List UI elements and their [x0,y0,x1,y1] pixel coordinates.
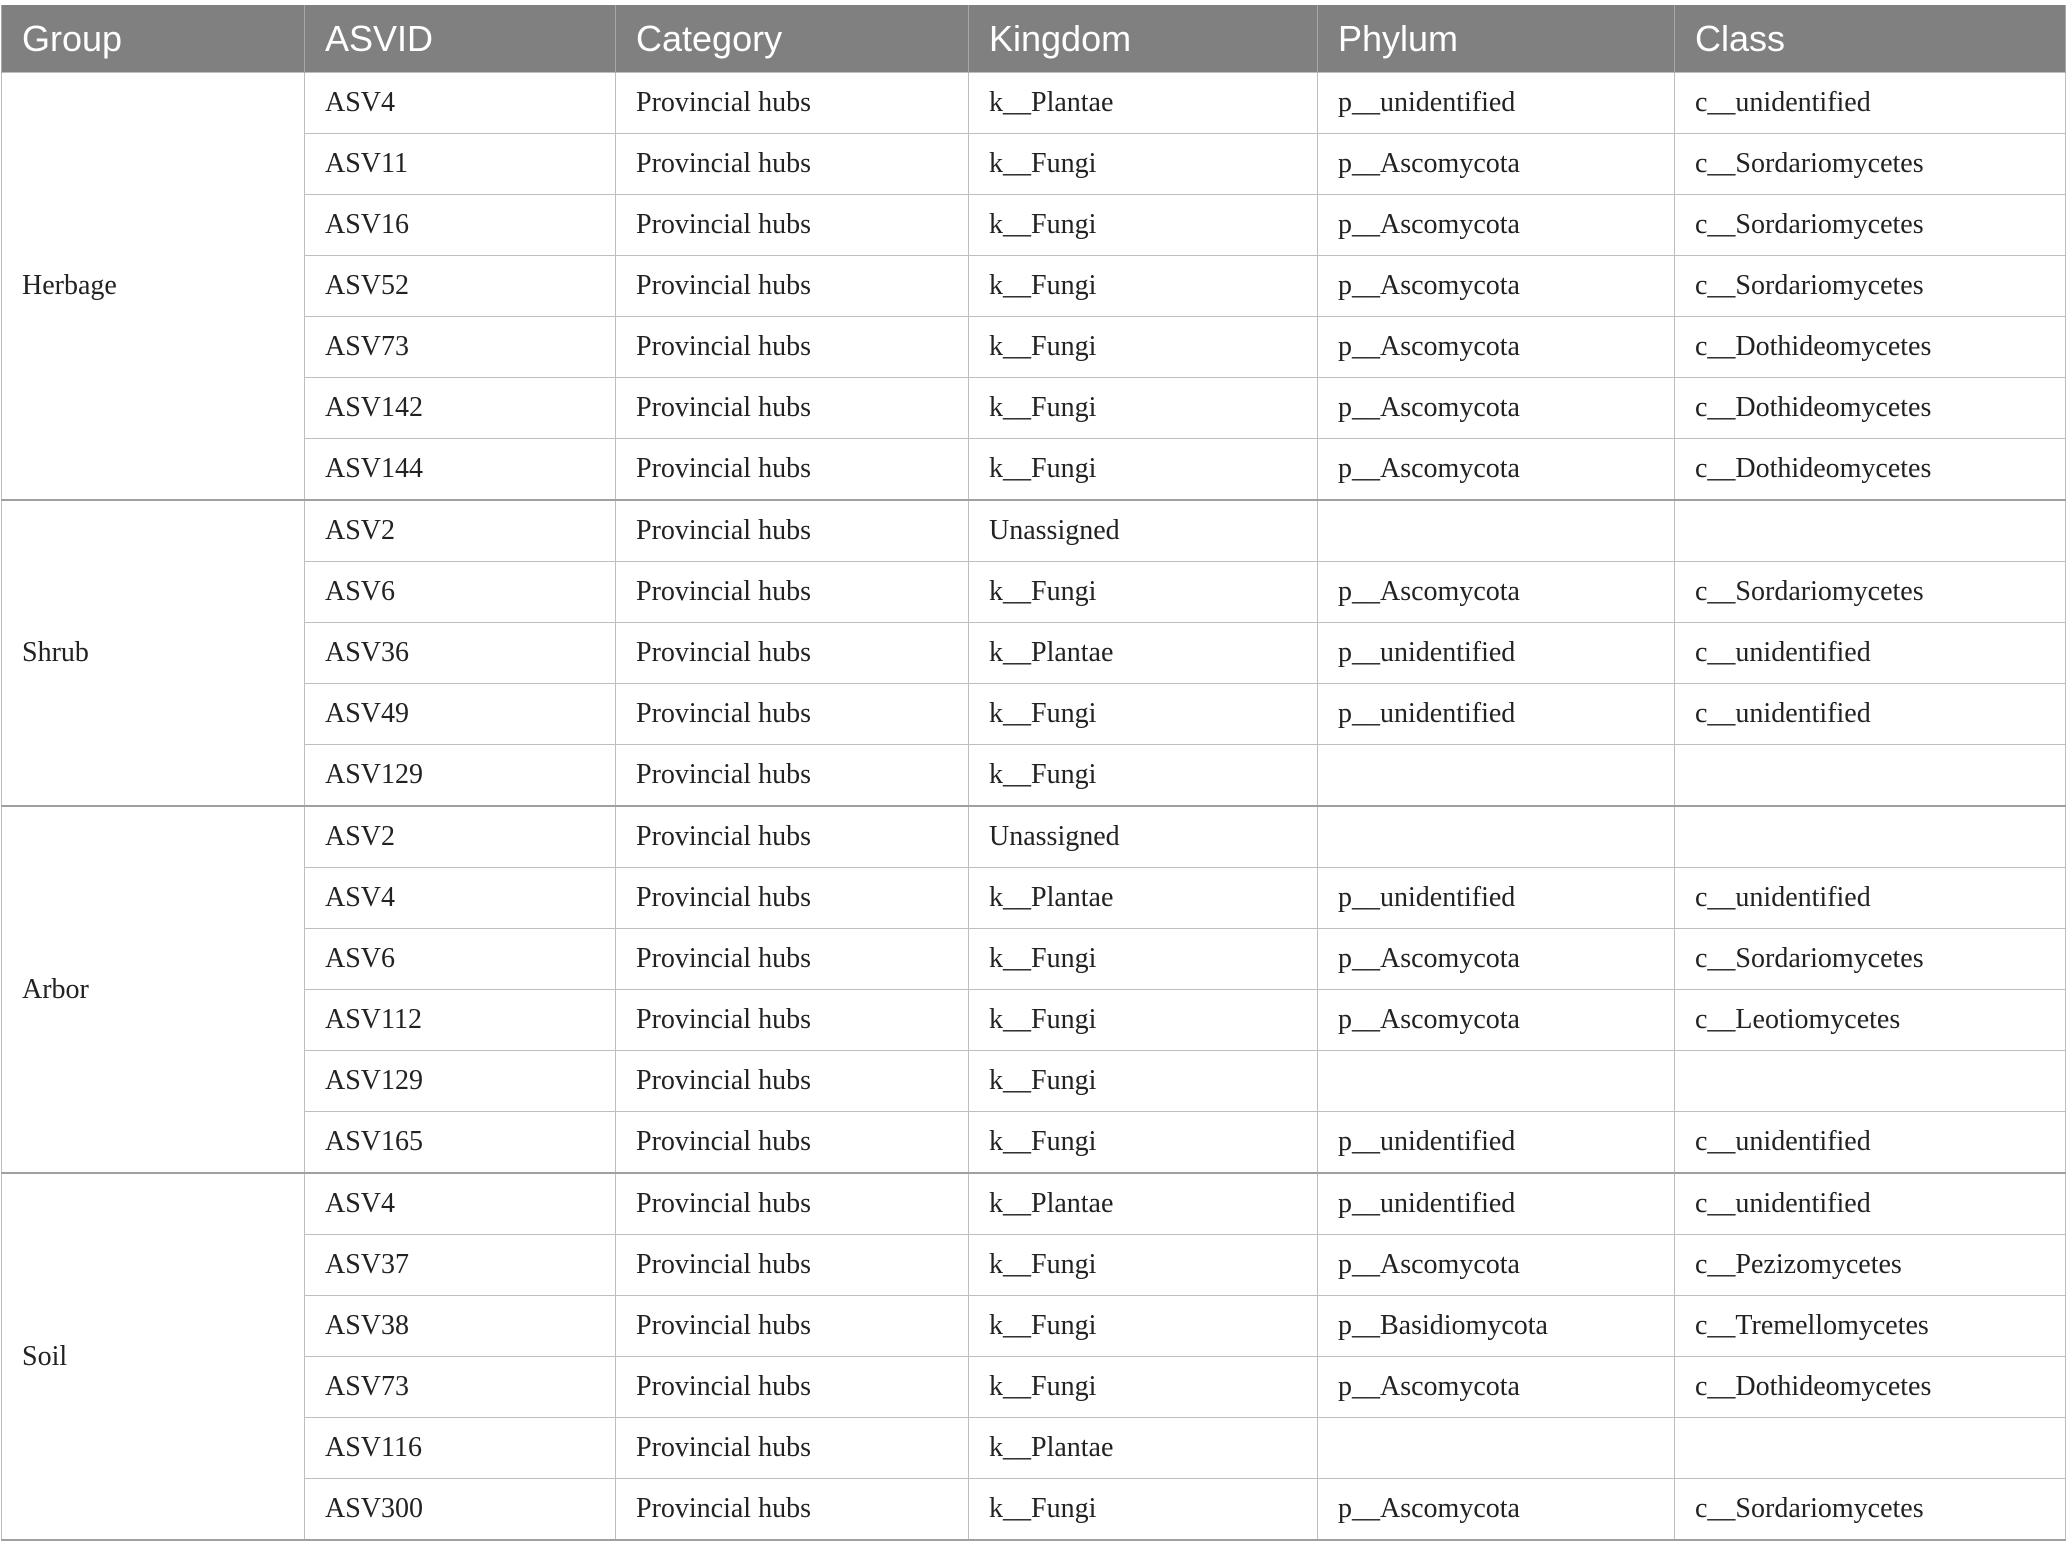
category-cell: Provincial hubs [616,1235,969,1296]
class-cell: c__unidentified [1675,1173,2066,1235]
class-cell [1675,745,2066,807]
asvid-cell: ASV11 [305,134,616,195]
table-row [2,1112,2066,1174]
table-header [2,5,2066,73]
category-cell: Provincial hubs [616,1479,969,1541]
class-cell: c__unidentified [1675,684,2066,745]
category-cell: Provincial hubs [616,1051,969,1112]
category-cell: Provincial hubs [616,1296,969,1357]
class-cell: c__Sordariomycetes [1675,562,2066,623]
table-row [2,868,2066,929]
kingdom-cell: k__Fungi [969,929,1318,990]
class-cell: c__Leotiomycetes [1675,990,2066,1051]
asvid-cell: ASV165 [305,1112,616,1174]
phylum-cell: p__Ascomycota [1318,929,1675,990]
category-cell: Provincial hubs [616,806,969,868]
class-cell: c__Sordariomycetes [1675,1479,2066,1541]
table-row [2,1357,2066,1418]
table-row [2,256,2066,317]
asvid-cell: ASV4 [305,73,616,134]
kingdom-cell: k__Plantae [969,868,1318,929]
table-row [2,439,2066,501]
class-cell: c__unidentified [1675,1112,2066,1174]
group-cell: Soil [2,1173,305,1540]
table-body [2,73,2066,1541]
class-cell: c__unidentified [1675,623,2066,684]
table-row [2,1235,2066,1296]
header-row [2,5,2066,73]
phylum-cell: p__unidentified [1318,1112,1675,1174]
taxonomy-table [1,5,2066,1541]
phylum-cell: p__Ascomycota [1318,1479,1675,1541]
kingdom-cell: k__Fungi [969,256,1318,317]
asvid-cell: ASV116 [305,1418,616,1479]
kingdom-cell: Unassigned [969,500,1318,562]
kingdom-cell: k__Fungi [969,439,1318,501]
table-row [2,1418,2066,1479]
asvid-cell: ASV129 [305,1051,616,1112]
class-cell: c__unidentified [1675,868,2066,929]
phylum-cell: p__Ascomycota [1318,562,1675,623]
class-cell: c__Tremellomycetes [1675,1296,2066,1357]
table-row [2,317,2066,378]
phylum-cell: p__Ascomycota [1318,1235,1675,1296]
class-cell: c__Sordariomycetes [1675,195,2066,256]
asvid-cell: ASV37 [305,1235,616,1296]
category-cell: Provincial hubs [616,256,969,317]
group-cell: Herbage [2,73,305,501]
table-row [2,684,2066,745]
phylum-cell: p__Ascomycota [1318,256,1675,317]
asvid-cell: ASV4 [305,1173,616,1235]
category-cell: Provincial hubs [616,500,969,562]
asvid-cell: ASV6 [305,929,616,990]
class-cell: c__Sordariomycetes [1675,134,2066,195]
table-row [2,745,2066,807]
category-cell: Provincial hubs [616,868,969,929]
category-cell: Provincial hubs [616,1112,969,1174]
class-cell: c__Dothideomycetes [1675,439,2066,501]
asvid-cell: ASV4 [305,868,616,929]
group-cell: Shrub [2,500,305,806]
table-row [2,378,2066,439]
table-row [2,1051,2066,1112]
table-row [2,990,2066,1051]
kingdom-cell: k__Fungi [969,1051,1318,1112]
phylum-cell: p__unidentified [1318,868,1675,929]
phylum-cell: p__unidentified [1318,623,1675,684]
asvid-cell: ASV73 [305,317,616,378]
category-cell: Provincial hubs [616,745,969,807]
category-cell: Provincial hubs [616,1173,969,1235]
phylum-cell: p__Ascomycota [1318,378,1675,439]
header-asvid: ASVID [305,5,616,73]
asvid-cell: ASV2 [305,806,616,868]
category-cell: Provincial hubs [616,134,969,195]
class-cell: c__Sordariomycetes [1675,256,2066,317]
kingdom-cell: k__Fungi [969,684,1318,745]
table-row [2,73,2066,134]
kingdom-cell: k__Fungi [969,195,1318,256]
kingdom-cell: k__Fungi [969,562,1318,623]
table-row [2,195,2066,256]
header-class: Class [1675,5,2066,73]
category-cell: Provincial hubs [616,439,969,501]
kingdom-cell: k__Fungi [969,1357,1318,1418]
class-cell: c__Sordariomycetes [1675,929,2066,990]
phylum-cell: p__Ascomycota [1318,990,1675,1051]
table-row [2,623,2066,684]
class-cell: c__Dothideomycetes [1675,1357,2066,1418]
header-phylum: Phylum [1318,5,1675,73]
category-cell: Provincial hubs [616,317,969,378]
class-cell: c__Dothideomycetes [1675,317,2066,378]
asvid-cell: ASV112 [305,990,616,1051]
category-cell: Provincial hubs [616,378,969,439]
asvid-cell: ASV16 [305,195,616,256]
phylum-cell: p__unidentified [1318,73,1675,134]
category-cell: Provincial hubs [616,1357,969,1418]
table-row [2,500,2066,562]
asvid-cell: ASV52 [305,256,616,317]
asvid-cell: ASV36 [305,623,616,684]
phylum-cell: p__Ascomycota [1318,195,1675,256]
category-cell: Provincial hubs [616,195,969,256]
kingdom-cell: k__Plantae [969,1418,1318,1479]
asvid-cell: ASV300 [305,1479,616,1541]
kingdom-cell: k__Fungi [969,134,1318,195]
kingdom-cell: k__Fungi [969,1479,1318,1541]
class-cell [1675,806,2066,868]
phylum-cell: p__Basidiomycota [1318,1296,1675,1357]
category-cell: Provincial hubs [616,929,969,990]
phylum-cell: p__Ascomycota [1318,317,1675,378]
asvid-cell: ASV73 [305,1357,616,1418]
table-row [2,929,2066,990]
asvid-cell: ASV129 [305,745,616,807]
category-cell: Provincial hubs [616,1418,969,1479]
asvid-cell: ASV2 [305,500,616,562]
phylum-cell [1318,745,1675,807]
table-row [2,806,2066,868]
category-cell: Provincial hubs [616,990,969,1051]
class-cell: c__Dothideomycetes [1675,378,2066,439]
phylum-cell [1318,806,1675,868]
asvid-cell: ASV144 [305,439,616,501]
asvid-cell: ASV49 [305,684,616,745]
phylum-cell: p__Ascomycota [1318,439,1675,501]
asvid-cell: ASV142 [305,378,616,439]
kingdom-cell: k__Plantae [969,1173,1318,1235]
category-cell: Provincial hubs [616,562,969,623]
class-cell: c__Pezizomycetes [1675,1235,2066,1296]
table-row [2,134,2066,195]
kingdom-cell: k__Plantae [969,73,1318,134]
category-cell: Provincial hubs [616,73,969,134]
class-cell [1675,1051,2066,1112]
kingdom-cell: k__Plantae [969,623,1318,684]
kingdom-cell: Unassigned [969,806,1318,868]
class-cell [1675,1418,2066,1479]
phylum-cell [1318,1051,1675,1112]
header-kingdom: Kingdom [969,5,1318,73]
category-cell: Provincial hubs [616,623,969,684]
phylum-cell [1318,500,1675,562]
phylum-cell: p__unidentified [1318,1173,1675,1235]
header-category: Category [616,5,969,73]
kingdom-cell: k__Fungi [969,1112,1318,1174]
class-cell: c__unidentified [1675,73,2066,134]
phylum-cell: p__unidentified [1318,684,1675,745]
kingdom-cell: k__Fungi [969,1235,1318,1296]
phylum-cell: p__Ascomycota [1318,134,1675,195]
kingdom-cell: k__Fungi [969,378,1318,439]
table-row [2,562,2066,623]
phylum-cell: p__Ascomycota [1318,1357,1675,1418]
table-row [2,1296,2066,1357]
class-cell [1675,500,2066,562]
header-group: Group [2,5,305,73]
table-row [2,1173,2066,1235]
asvid-cell: ASV38 [305,1296,616,1357]
kingdom-cell: k__Fungi [969,990,1318,1051]
category-cell: Provincial hubs [616,684,969,745]
kingdom-cell: k__Fungi [969,1296,1318,1357]
phylum-cell [1318,1418,1675,1479]
group-cell: Arbor [2,806,305,1173]
table-row [2,1479,2066,1541]
asvid-cell: ASV6 [305,562,616,623]
table-container [1,5,2065,1541]
kingdom-cell: k__Fungi [969,317,1318,378]
kingdom-cell: k__Fungi [969,745,1318,807]
